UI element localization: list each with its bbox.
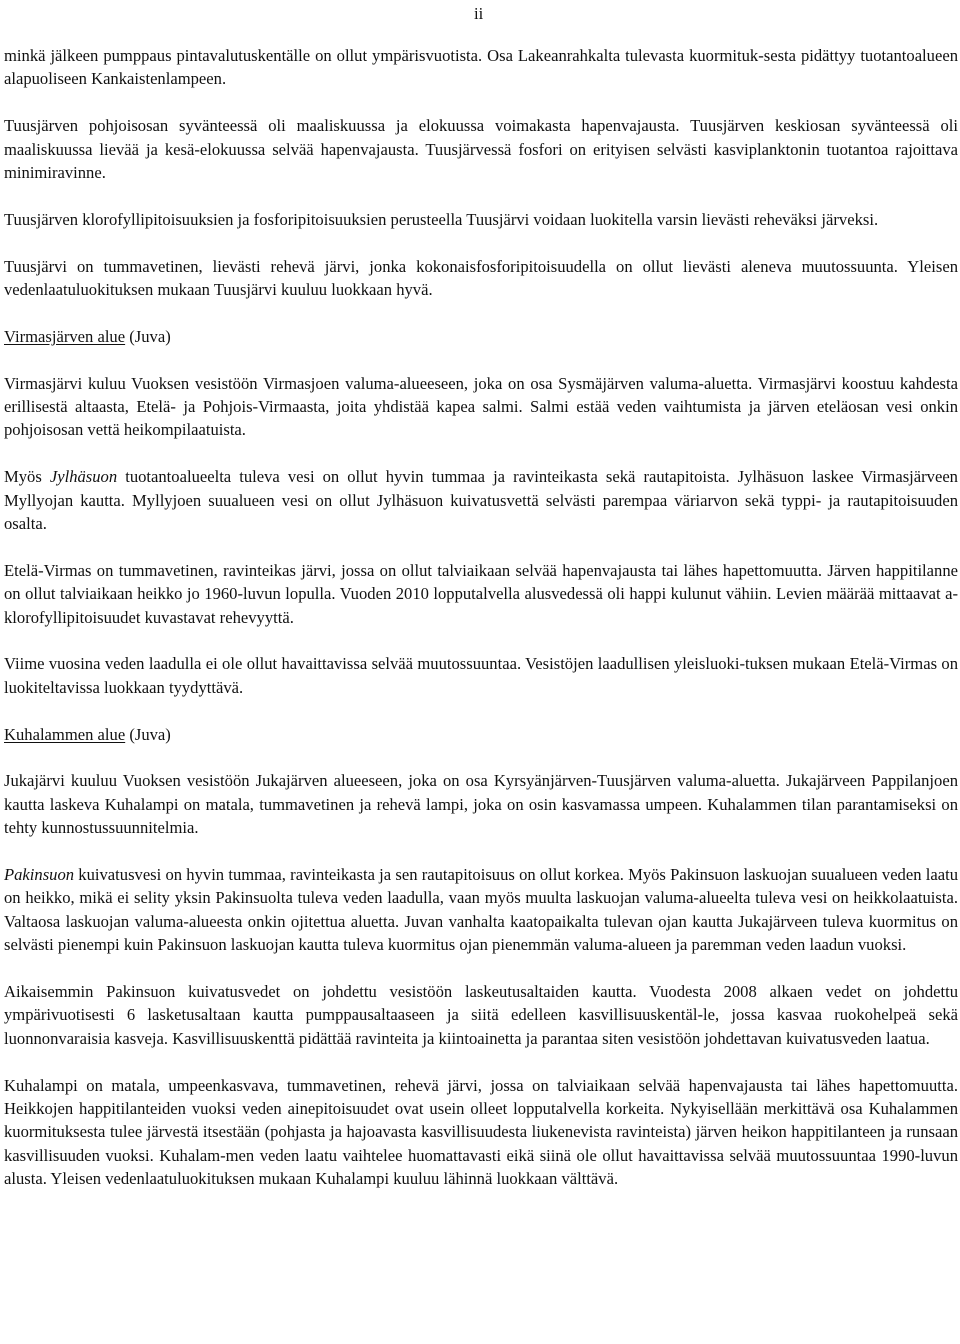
paragraph-tuusjarvi-hapenvajaus: Tuusjärven pohjoisosan syvänteessä oli maaliskuussa ja elokuussa voimakasta hapenvajausta. Tuusjärven keskiosan syvänteessä oli maaliskuussa lievää ja kesä-elokuussa selvää hapenvajausta. Tuusjärvessä fosfori on erityisen selvästi kasviplanktonin tuotantoa rajoittava minimiravinne. bbox=[4, 116, 958, 183]
paragraph-pumppaus: minkä jälkeen pumppaus pintavalutuskentälle on ollut ympärisvuotista. Osa Lakeanrahkalta tulevasta kuormituk-sesta pidättyy tuotantoalueen alapuoliseen Kankaistenlampeen. bbox=[4, 46, 958, 89]
italic-jylhasuo: Jylhäsuon bbox=[49, 467, 118, 487]
paragraph-pakinsuo-kuivatus: Aikaisemmin Pakinsuon kuivatusvedet on johdettu vesistöön laskeutusaltaiden kautta. Vuodesta 2008 alkaen vedet on johdettu ympärivuotisesti 6 lasketusaltaan kautta pumppausaltaaseen ja siitä edelleen kasvillisuuskentäl-le, jossa kasvaa ruokohelpeä sekä luonnonvaraisia kasveja. Kasvillisuuskenttä pidättää ravinteita ja kiintoainetta ja parantaa siten vesistöön johdettavan kuivatusveden laatua. bbox=[4, 982, 958, 1048]
paragraph-tuusjarvi-yhteenveto: Tuusjärvi on tummavetinen, lievästi rehevä järvi, jonka kokonaisfosforipitoisuudella on ollut lievästi aleneva muutossuunta. Yleisen vedenlaatuluokituksen mukaan Tuusjärvi kuuluu luokkaan hyvä. bbox=[4, 256, 958, 300]
paragraph-tuusjarvi-luokittelu: Tuusjärven klorofyllipitoisuuksien ja fosforipitoisuuksien perusteella Tuusjärvi voidaan luokitella varsin lievästi reheväksi järveksi. bbox=[4, 209, 879, 229]
document-page bbox=[4, 0, 958, 1344]
document-body bbox=[4, 44, 958, 1214]
italic-pakinsuo: Pakinsuon bbox=[4, 865, 75, 885]
section-heading-name: Kuhalammen alue bbox=[4, 724, 126, 744]
paragraph-kuhalampi-yhteenveto: Kuhalampi on matala, umpeenkasvava, tummavetinen, rehevä järvi, jossa on talviaikaan selvää hapenvajausta tai lähes hapettomuutta. Heikkojen happitilanteiden vuoksi veden ainepitoisuudet ovat usein olleet lopputalvella korkeita. Nykyisellään merkittävä osa Kuhalammen kuormituksesta tulee järvestä itsestään (pohjasta ja hajoavasta kasvillisuudesta liukenevista ravinteista) järven heikon happitilanteen ja runsaan kasvillisuuden vuoksi. Kuhalam-men veden laatu vaihtelee huomattavasti eikä siinä ole ollut havaittavissa selvää muutossuuntaa 1990-luvun alusta. Yleisen vedenlaatuluokituksen mukaan Kuhalampi kuuluu lähinnä luokkaan välttävä. bbox=[4, 1075, 958, 1189]
paragraph-rest: tuotantoalueelta tuleva vesi on ollut hyvin tummaa ja ravinteikasta sekä rautapitoista. Jylhäsuon laskee Virmasjärveen Myllyojan kautta. Myllyjoen suualueen vesi on ollut Jylhäsuon kuivatusvettä selvästi parempaa väriarvon sekä typpi- ja rautapitoisuuden osalta. bbox=[4, 467, 958, 534]
paragraph-etela-virmas: Etelä-Virmas on tummavetinen, ravinteikas järvi, jossa on ollut talviaikaan selvää hapenvajausta tai lähes hapettomuutta. Järven happitilanne on ollut talviaikaan heikko jo 1960-luvun lopulla. Vuoden 2010 lopputalvella alusvedessä oli happi kulunut vähiin. Levien määrää mittaavat a-klorofyllipitoisuudet kuvastavat rehevyyttä. bbox=[4, 560, 958, 627]
section-heading-kuhalampi bbox=[4, 723, 958, 746]
paragraph-pakinsuo bbox=[4, 863, 958, 957]
section-heading-location: (Juva) bbox=[125, 724, 171, 744]
section-heading-virmasjarvi bbox=[4, 325, 958, 348]
paragraph-jukajarvi: Jukajärvi kuuluu Vuoksen vesistöön Jukajärven alueeseen, joka on osa Kyrsyänjärven-Tuusjärven valuma-aluetta. Jukajärveen Pappilanjoen kautta laskeva Kuhalampi on matala, tummavetinen ja rehevä lampi, joka on osin kasvamassa umpeen. Kuhalammen tilan parantamiseksi on tehty kunnostussuunnitelmia. bbox=[4, 771, 958, 838]
section-heading-name: Virmasjärven alue bbox=[4, 326, 126, 346]
paragraph-lead: Myös bbox=[4, 467, 50, 487]
section-heading-location: (Juva) bbox=[125, 326, 171, 346]
paragraph-jylhasuo bbox=[4, 465, 958, 535]
paragraph-etela-virmas-luokitus: Viime vuosina veden laadulla ei ole ollut havaittavissa selvää muutossuuntaa. Vesistöjen laadullisen yleisluoki-tuksen mukaan Etelä-Virmas on luokiteltavissa luokkaan tyydyttävä. bbox=[4, 654, 958, 697]
paragraph-rest: kuivatusvesi on hyvin tummaa, ravinteikasta ja sen rautapitoisuus on ollut korkea. Myös Pakinsuon laskuojan suualueen veden laatu on heikko, mikä ei selity yksin Pakinsuolta tuleva veden laadulla, vaan myös muulta laskuojan valuma-alueelta tuleva vesi on heikkolaatuista. Valtaosa laskuojan valuma-alueesta onkin ojitettua aluetta. Juvan vanhalta kaatopaikalta tulevan ojan kautta Jukajärveen tuleva kuormitus on selvästi pienempi kuin Pakinsuon laskuojan kautta tuleva kuormitus ojan pienemmän valuma-alueen ja paremman veden laadun vuoksi. bbox=[4, 865, 958, 955]
paragraph-virmasjarvi-kuvaus: Virmasjärvi kuluu Vuoksen vesistöön Virmasjoen valuma-alueeseen, joka on osa Sysmäjärven valuma-aluetta. Virmasjärvi koostuu kahdesta erillisestä altaasta, Etelä- ja Pohjois-Virmaasta, joita yhdistää kapea salmi. Salmi estää veden vaihtumista ja järven eteläosan vesi onkin pohjoisosan vettä heikompilaatuista. bbox=[4, 373, 958, 440]
page-number: ii bbox=[474, 4, 484, 23]
